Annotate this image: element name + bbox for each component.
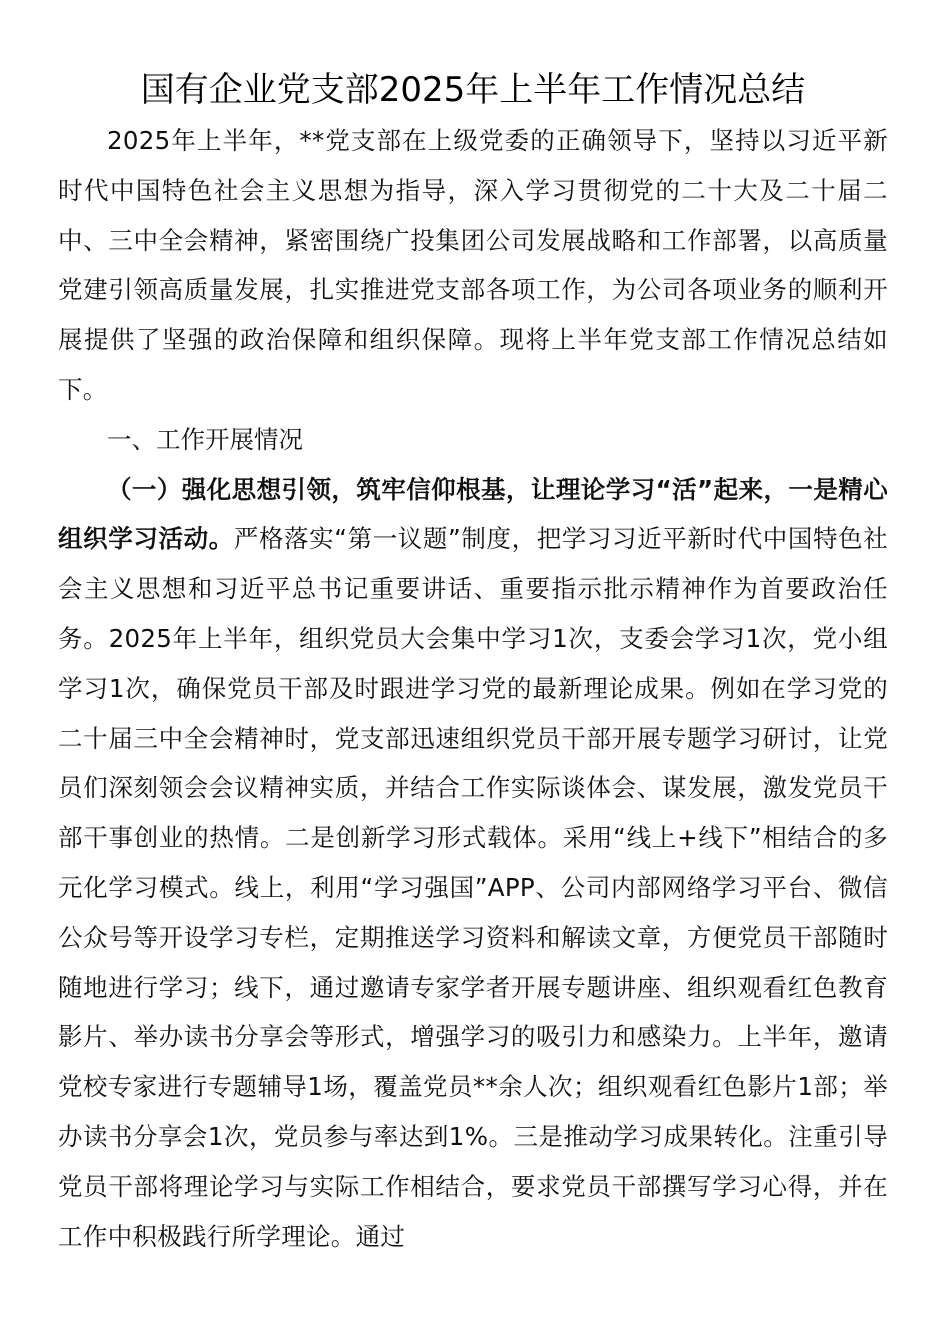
document-page — [58, 64, 888, 1261]
subsection-body: 严格落实“第一议题”制度，把学习习近平新时代中国特色社会主义思想和习近平总书记重要讲话、重要指示批示精神作为首要政治任务。2025年上半年，组织党员大会集中学习1次，支委会学习1次，党小组学习1次，确保党员干部及时跟进学习党的最新理论成果。例如在学习党的二十届三中全会精神时，党支部迅速组织党员干部开展专题学习研讨，让党员们深刻领会会议精神实质，并结合工作实际谈体会、谋发展，激发党员干部干事创业的热情。二是创新学习形式载体。采用“线上+线下”相结合的多元化学习模式。线上，利用“学习强国”APP、公司内部网络学习平台、微信公众号等开设学习专栏，定期推送学习资料和解读文章，方便党员干部随时随地进行学习；线下，通过邀请专家学者开展专题讲座、组织观看红色教育影片、举办读书分享会等形式，增强学习的吸引力和感染力。上半年，邀请党校专家进行专题辅导1场，覆盖党员**余人次；组织观看红色影片1部；举办读书分享会1次，党员参与率达到1%。三是推动学习成果转化。注重引导党员干部将理论学习与实际工作相结合，要求党员干部撰写学习心得，并在工作中积极践行所学理论。通过 — [58, 524, 888, 1251]
section-heading: 一、工作开展情况 — [107, 424, 303, 454]
intro-paragraph: 2025年上半年，**党支部在上级党委的正确领导下，坚持以习近平新时代中国特色社会主义思想为指导，深入学习贯彻党的二十大及二十届二中、三中全会精神，紧密围绕广投集团公司发展战略和工作部署，以高质量党建引领高质量发展，扎实推进党支部各项工作，为公司各项业务的顺利开展提供了坚强的政治保障和组织保障。现将上半年党支部工作情况总结如下。 — [58, 126, 888, 404]
subsection-paragraph — [58, 465, 888, 1262]
subsection-bold-lead: （一）强化思想引领，筑牢信仰根基，让理论学习“活”起来，一是精心组织学习活动。 — [58, 474, 888, 554]
document-title: 国有企业党支部2025年上半年工作情况总结 — [140, 70, 806, 110]
